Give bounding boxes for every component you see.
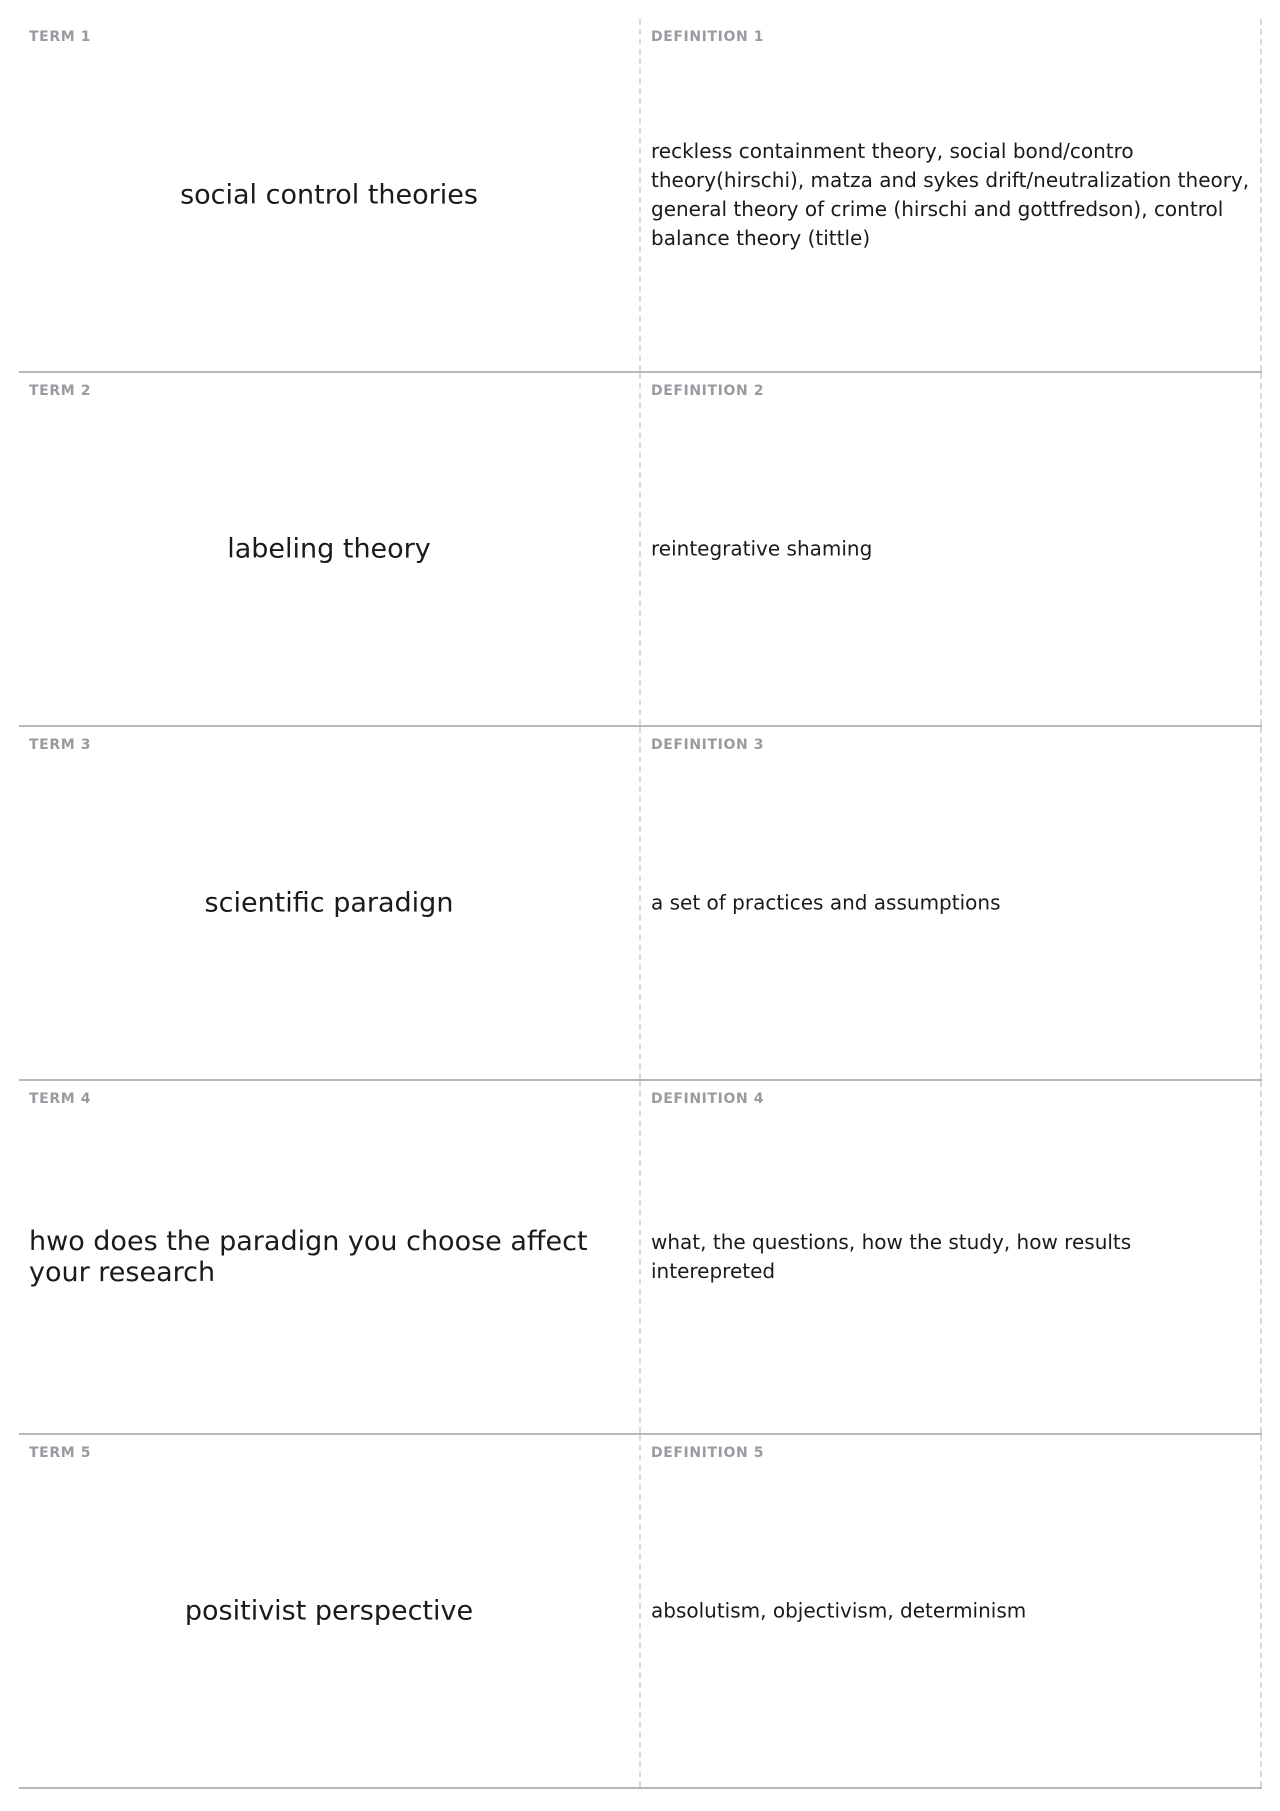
definition-text: reckless containment theory, social bond/contro theory(hirschi), matza and sykes drift/neutralization theory, general theory of crime (hirschi and gottfredson), control balance theory (tittle)	[651, 139, 1250, 250]
definition-cell	[641, 1081, 1262, 1433]
definition-text: absolutism, objectivism, determinism	[651, 1598, 1027, 1623]
definition-cell	[641, 1435, 1262, 1787]
definition-text: a set of practices and assumptions	[651, 890, 1001, 915]
definition-text: what, the questions, how the study, how results interepreted	[651, 1230, 1132, 1283]
term-text: labeling theory	[227, 533, 431, 565]
flashcard-row	[19, 373, 1262, 727]
flashcard-row	[19, 1081, 1262, 1435]
flashcard-sheet	[19, 19, 1262, 1789]
definition-cell	[641, 727, 1262, 1079]
definition-label: DEFINITION 5	[651, 1445, 765, 1461]
term-cell	[19, 373, 641, 725]
definition-label: DEFINITION 3	[651, 737, 765, 753]
term-text: hwo does the paradign you choose affect your research	[29, 1226, 588, 1288]
term-text: positivist perspective	[184, 1595, 474, 1627]
term-label: TERM 2	[29, 383, 92, 399]
flashcard-row	[19, 727, 1262, 1081]
definition-label: DEFINITION 1	[651, 29, 765, 45]
term-text: social control theories	[180, 179, 478, 211]
term-cell	[19, 19, 641, 371]
term-text: scientific paradign	[204, 887, 454, 919]
flashcard-row	[19, 19, 1262, 373]
definition-label: DEFINITION 4	[651, 1091, 765, 1107]
term-cell	[19, 1435, 641, 1787]
term-label: TERM 5	[29, 1445, 92, 1461]
definition-cell	[641, 19, 1262, 371]
term-cell	[19, 727, 641, 1079]
definition-text: reintegrative shaming	[651, 536, 873, 561]
definition-label: DEFINITION 2	[651, 383, 765, 399]
term-label: TERM 3	[29, 737, 92, 753]
flashcard-row	[19, 1435, 1262, 1789]
definition-cell	[641, 373, 1262, 725]
term-label: TERM 4	[29, 1091, 92, 1107]
term-label: TERM 1	[29, 29, 92, 45]
term-cell	[19, 1081, 641, 1433]
